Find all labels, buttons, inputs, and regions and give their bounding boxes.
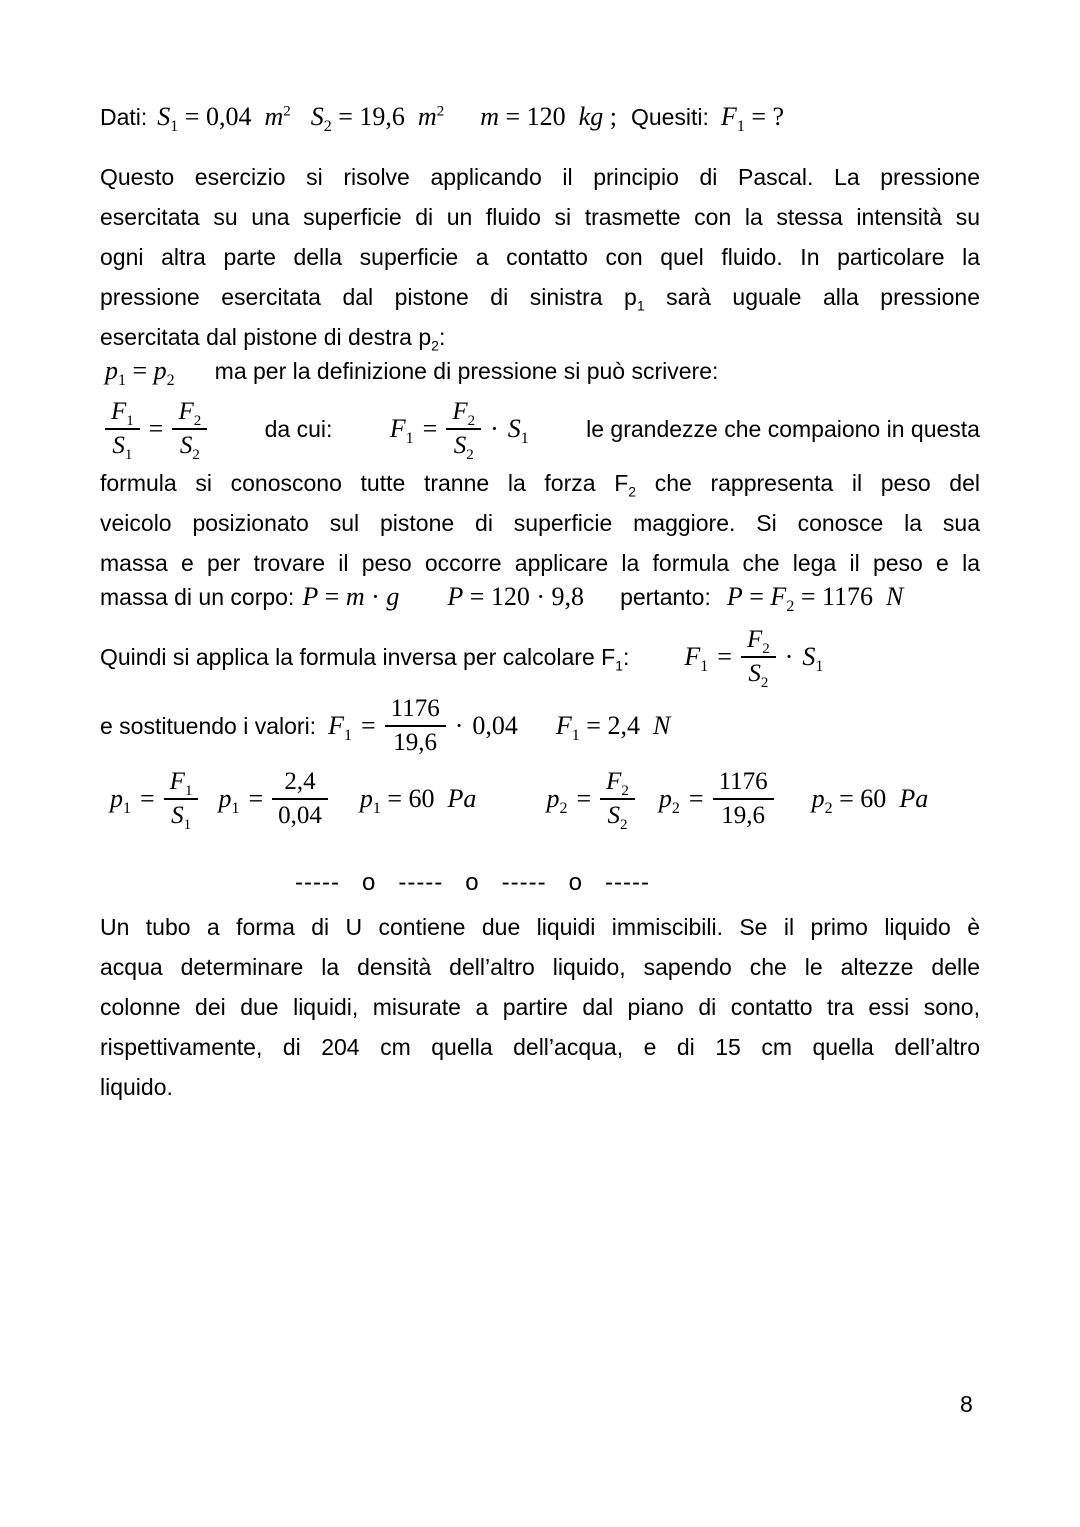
formula-p1-numeric bbox=[218, 768, 327, 830]
formula-p1-equals-p2: $p_1 = p_2$ bbox=[105, 356, 175, 390]
formula-f1-inverse bbox=[684, 626, 824, 691]
fraction-f2-over-s2: $\frac{F_2}{S_2}$ bbox=[741, 626, 776, 688]
fraction-f2-over-s2: $\frac{F_2}{S_2}$ bbox=[446, 398, 481, 460]
equals-sign: = bbox=[422, 414, 438, 443]
text-line: acqua determinare la densità dell’altro liquido, sapendo che le altezze delle bbox=[100, 954, 980, 980]
multiplication-dot: · bbox=[784, 642, 794, 671]
f1-result: $F_1 = 2,4$ N bbox=[555, 710, 671, 744]
p1-symbol: $p_1$ bbox=[110, 783, 131, 817]
pertanto-label: pertanto: bbox=[620, 584, 711, 610]
sostituendo-label: e sostituendo i valori: bbox=[100, 712, 317, 739]
paragraph-utube-problem bbox=[100, 907, 980, 1107]
text-line: colonne dei due liquidi, misurate a partire dal piano di contatto tra essi sono, bbox=[100, 994, 980, 1020]
equation-row-inverse-formula bbox=[100, 623, 980, 691]
formula-p-equals-mg: P = m · g bbox=[302, 582, 400, 611]
data-given-line bbox=[100, 103, 980, 143]
text-line: pressione esercitata dal pistone di sinistra $p_1$ sarà uguale alla pressione bbox=[100, 284, 980, 314]
text-line: massa e per trovare il peso occorre applicare la formula che lega il peso e la bbox=[100, 550, 980, 576]
fraction-f1-over-s1: $\frac{F_1}{S_1}$ bbox=[105, 398, 140, 460]
s1-symbol: $S_1$ bbox=[802, 641, 824, 675]
text-line: formula si conoscono tutte tranne la forza $F_2$ che rappresenta il peso del bbox=[100, 470, 980, 500]
formula-p2-definition bbox=[546, 768, 634, 833]
text-line: ogni altra parte della superficie a contatto con quel fluido. In particolare la bbox=[100, 244, 980, 270]
formula-f1-derived bbox=[389, 398, 529, 463]
text-line: esercitata dal pistone di destra $p_2$: bbox=[100, 324, 446, 354]
fraction-f2-over-s2: $\frac{F_2}{S_2}$ bbox=[172, 398, 207, 460]
equation-row-pressure-check bbox=[100, 763, 980, 835]
paragraph-pascal-explanation bbox=[100, 157, 980, 357]
f1-symbol: $F_1$ bbox=[684, 641, 709, 675]
separator-dashes: ----- bbox=[604, 869, 650, 896]
separator-dashes: ----- bbox=[501, 869, 547, 896]
fraction-f1-over-s1: $\frac{F_1}{S_1}$ bbox=[164, 768, 199, 830]
separator-dashes: ----- bbox=[295, 869, 340, 896]
f1-symbol: $F_1$ bbox=[328, 710, 352, 744]
multiplication-dot: · bbox=[454, 711, 464, 740]
equation-row-substitution bbox=[100, 691, 980, 761]
formula-p1-definition bbox=[110, 768, 198, 833]
quesiti-label: Quesiti: bbox=[630, 104, 709, 130]
formula-ratio-equality bbox=[105, 398, 207, 463]
s1-given-value: $S_1 = 0,04$ $m^2$ bbox=[157, 102, 291, 136]
equals-sign: = bbox=[576, 784, 592, 813]
separator-dashes: ----- bbox=[398, 869, 444, 896]
paragraph-force-weight bbox=[100, 463, 980, 583]
mass-given-value: m = 120 kg ; bbox=[480, 102, 617, 131]
p1-symbol: $p_1$ bbox=[218, 783, 240, 817]
text-line: rispettivamente, di 204 cm quella dell’acqua, e di 15 cm quella dell’altro bbox=[100, 1034, 980, 1060]
equals-sign: = bbox=[688, 784, 704, 813]
text-line: esercitata su una superficie di un fluido si trasmette con la stessa intensità su bbox=[100, 204, 980, 230]
equation-line-p1-equals-p2 bbox=[100, 357, 980, 395]
p2-symbol: $p_2$ bbox=[546, 783, 568, 817]
corpo-label: massa di un corpo: bbox=[100, 584, 295, 610]
f1-question-value: $F_1$ = ? bbox=[720, 102, 785, 136]
fraction-24-over-004: $\frac{2,4}{0,04}$ bbox=[272, 768, 328, 830]
equation-line-weight bbox=[100, 583, 980, 623]
equals-sign: = bbox=[140, 784, 155, 813]
fraction-1176-over-196: $\frac{1176}{19,6}$ bbox=[385, 695, 446, 757]
p1-result: $p_1 = 60$ Pa bbox=[359, 783, 477, 817]
equals-sign: = bbox=[360, 711, 376, 740]
text-line: liquido. bbox=[100, 1074, 173, 1100]
formula-f1-substituted bbox=[328, 695, 518, 757]
definition-note-label: ma per la definizione di pressione si può scrivere: bbox=[214, 358, 719, 384]
equals-sign: = bbox=[717, 642, 732, 671]
formula-p-numeric: P = 120 · 9,8 bbox=[447, 582, 585, 611]
equation-row-pressure-ratios bbox=[100, 395, 980, 463]
multiplication-dot: · bbox=[490, 414, 499, 443]
formula-p-equals-f2: $P = F_2 = 1176$ N bbox=[726, 582, 904, 616]
s1-numeric-value: 0,04 bbox=[472, 710, 518, 740]
s2-given-value: $S_2 = 19,6$ $m^2$ bbox=[310, 102, 445, 136]
da-cui-label: da cui: bbox=[264, 415, 333, 442]
separator-o: o bbox=[361, 869, 377, 896]
f1-symbol: $F_1$ bbox=[389, 413, 414, 447]
fraction-f2-over-s2: $\frac{F_2}{S_2}$ bbox=[600, 768, 635, 830]
separator-o: o bbox=[465, 869, 480, 896]
page-number: 8 bbox=[960, 1391, 973, 1417]
section-separator bbox=[295, 869, 980, 897]
text-line: Un tubo a forma di U contiene due liquidi immiscibili. Se il primo liquido è bbox=[100, 914, 980, 940]
equals-sign: = bbox=[148, 414, 164, 443]
dati-label: Dati: bbox=[100, 104, 148, 130]
fraction-1176-over-196: $\frac{1176}{19,6}$ bbox=[713, 768, 774, 830]
quindi-label: Quindi si applica la formula inversa per calcolare $F_1$: bbox=[100, 643, 630, 674]
p2-result: $p_2 = 60$ Pa bbox=[811, 783, 929, 817]
p2-symbol: $p_2$ bbox=[658, 783, 680, 817]
s1-symbol: $S_1$ bbox=[507, 413, 529, 447]
equals-sign: = bbox=[248, 784, 264, 813]
text-line: veicolo posizionato sul pistone di superficie maggiore. Si conosce la sua bbox=[100, 510, 980, 536]
le-grandezze-label: le grandezze che compaiono in questa bbox=[586, 415, 980, 442]
text-line: Questo esercizio si risolve applicando il principio di Pascal. La pressione bbox=[100, 164, 980, 190]
formula-p2-numeric bbox=[659, 768, 774, 830]
separator-o: o bbox=[568, 869, 583, 896]
